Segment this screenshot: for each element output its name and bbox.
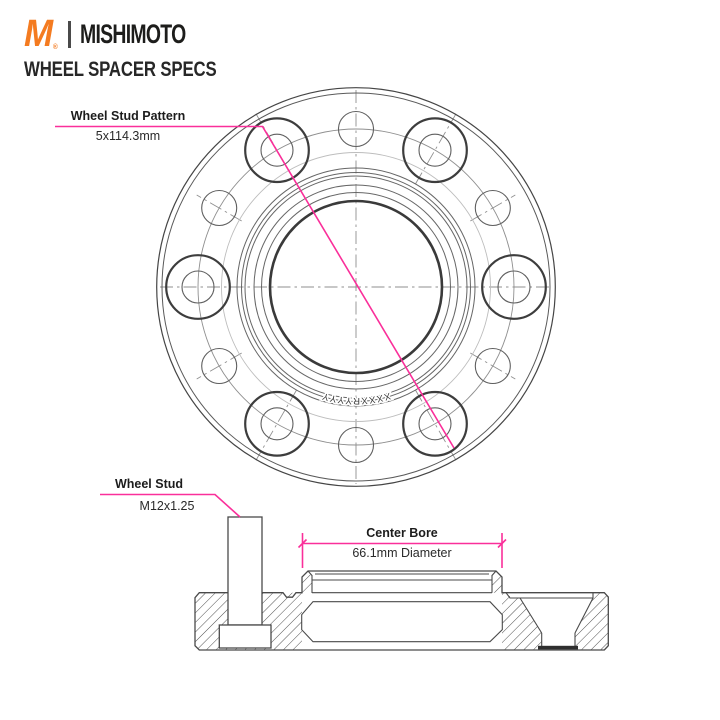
centerlines (160, 90, 552, 484)
wheel-stud-value: M12x1.25 (139, 499, 195, 513)
center-bore-label: Center Bore (366, 526, 438, 540)
logo-divider (68, 21, 71, 48)
part-number-stamp: XXXXRYYYY (320, 389, 392, 406)
brand-name: MISHIMOTO (79, 18, 186, 49)
wheel-stud-label: Wheel Stud (114, 477, 184, 491)
header (24, 13, 265, 82)
stud-pattern-label: Wheel Stud Pattern (70, 109, 186, 123)
wheel-stud (219, 517, 271, 648)
mishimoto-m-icon: M ® (24, 13, 58, 55)
stud-pattern-value: 5x114.3mm (95, 129, 161, 143)
countersink-bottom-edge (538, 646, 578, 650)
top-view (157, 88, 556, 487)
page-title: WHEEL SPACER SPECS (24, 58, 217, 81)
center-bore-value: 66.1mm Diameter (352, 546, 452, 560)
registered-trademark: ® (52, 44, 58, 51)
logo-row (24, 13, 265, 55)
